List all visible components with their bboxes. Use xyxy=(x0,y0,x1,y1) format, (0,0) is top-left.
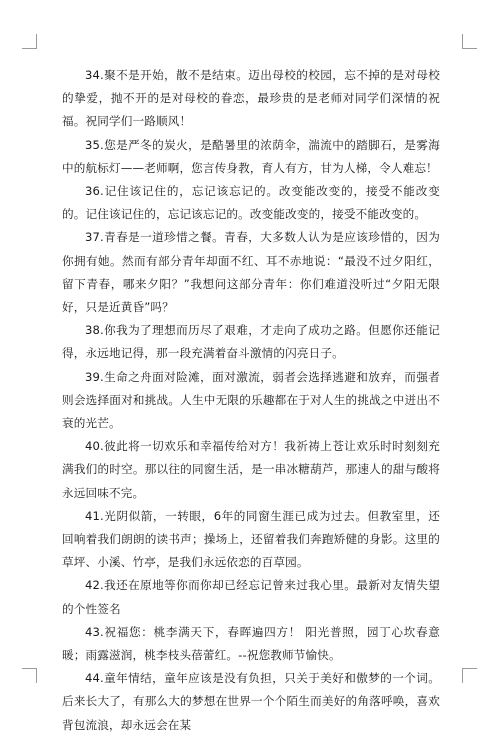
paragraph-38: 38.你我为了理想而历尽了艰难，才走向了成功之路。但愿你还能记得，永远地记得，那一段充满着奋斗激情的闪亮日子。 xyxy=(62,323,440,361)
crop-mark-bottom-left xyxy=(22,668,37,683)
paragraph-35: 35.您是严冬的炭火，是酷暑里的浓荫伞，湍流中的踏脚石，是雾海中的航标灯——老师啊，您言传身教，育人有方，甘为人梯，令人难忘！ xyxy=(62,137,440,175)
crop-mark-top-right xyxy=(462,34,477,49)
paragraph-37: 37.青春是一道珍惜之餐。青春，大多数人认为是应该珍惜的，因为你拥有她。然而有部分青年却面不红、耳不赤地说：“最没不过夕阳红，留下青春，哪来夕阳？”我想问这部分青年：你们难道没听过“夕阳无限好，只是近黄昏”吗？ xyxy=(62,230,440,315)
crop-mark-top-left xyxy=(22,34,37,49)
paragraph-40: 40.彼此将一切欢乐和幸福传给对方！我祈祷上苍让欢乐时时刻刻充满我们的时空。那以往的同窗生活，是一串冰糖葫芦，那速人的甜与酸将永远回味不完。 xyxy=(62,439,440,500)
paragraph-39: 39.生命之舟面对险滩，面对激流，弱者会选择逃避和放弃，而强者则会选择面对和挑战。人生中无限的乐趣都在于对人生的挑战之中迸出不衰的光芒。 xyxy=(62,369,440,431)
paragraph-36: 36.记住该记住的，忘记该忘记的。改变能改变的，接受不能改变的。记住该记住的，忘记该忘记的。改变能改变的，接受不能改变的。 xyxy=(62,184,440,222)
document-body xyxy=(62,64,440,737)
crop-mark-bottom-right xyxy=(462,668,477,683)
paragraph-41: 41.光阴似箭，一转眼，6年的同窗生涯已成为过去。但教室里，还回响着我们朗朗的读书声；操场上，还留着我们奔跑矫健的身影。这里的草坪、小溪、竹亭，是我们永远依恋的百草园。 xyxy=(62,508,440,570)
paragraph-43: 43.祝福您：桃李满天下，春晖遍四方！ 阳光普照，园丁心坎春意暖；雨露滋润，桃李枝头蓓蕾红。--祝您教师节愉快。 xyxy=(62,624,440,663)
paragraph-34: 34.聚不是开始，散不是结束。迈出母校的校园，忘不掉的是对母校的挚爱，抛不开的是对母校的眷恋，最珍贵的是老师对同学们深情的祝福。祝同学们一路顺风！ xyxy=(62,68,440,129)
paragraph-42: 42.我还在原地等你而你却已经忘记曾来过我心里。最新对友情失望的个性签名 xyxy=(62,578,440,616)
paragraph-44: 44.童年情结，童年应该是没有负担，只关于美好和傲梦的一个词。后来长大了，有那么大的梦想在世界一个个陌生而美好的角落呼唤，喜欢背包流浪，却永远会在某 xyxy=(62,671,440,732)
